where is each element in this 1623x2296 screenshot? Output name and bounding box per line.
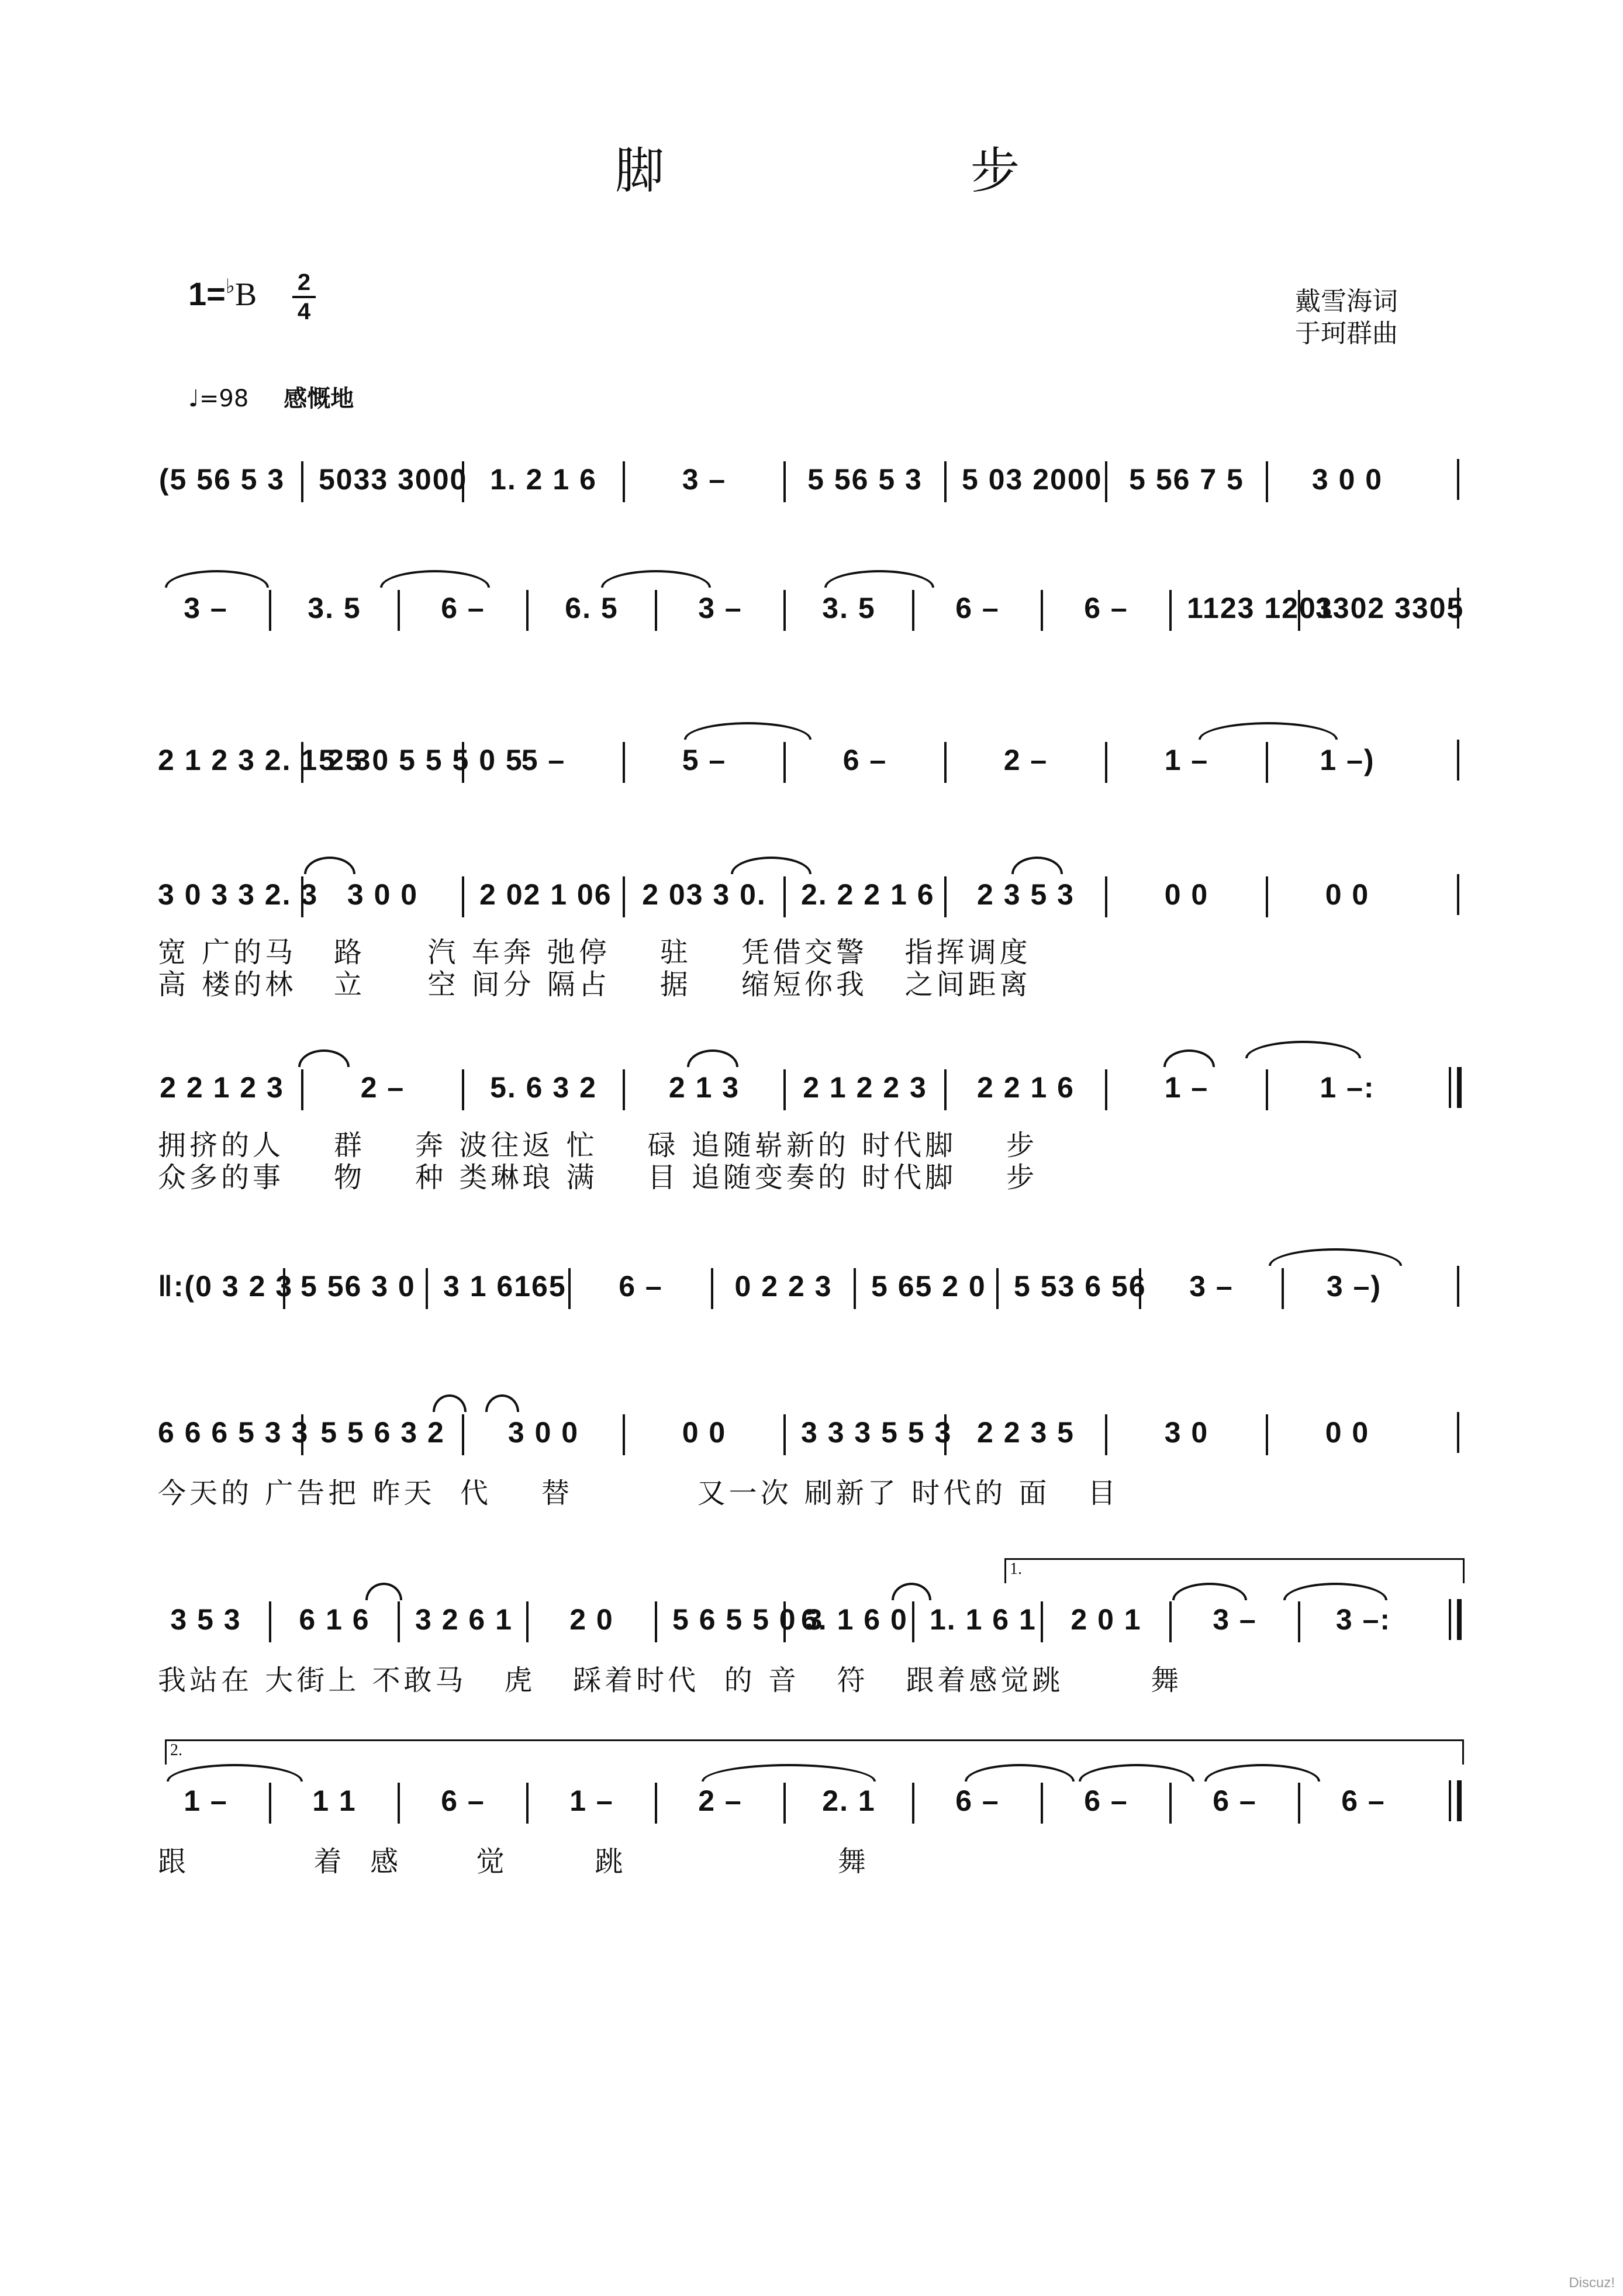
tie-arc bbox=[892, 1583, 931, 1600]
measure: 2 2 1 2 3 bbox=[160, 1071, 284, 1104]
time-signature bbox=[292, 270, 316, 324]
barline-final-thick bbox=[1457, 1780, 1462, 1821]
measure: 2 1 2 2 3 bbox=[803, 1071, 927, 1104]
notation-line bbox=[158, 1412, 1462, 1453]
notation-line bbox=[158, 1599, 1462, 1640]
second-ending-bracket bbox=[165, 1739, 1464, 1765]
barline bbox=[301, 876, 303, 917]
measure: 3 0 0 bbox=[1311, 463, 1383, 496]
notation-line bbox=[158, 874, 1462, 915]
measure: 5. 6 3 2 bbox=[490, 1071, 597, 1104]
system-2 bbox=[158, 588, 1465, 634]
measure: 6 – bbox=[1213, 1784, 1257, 1817]
measure: 5 56 3 0 bbox=[301, 1270, 416, 1303]
measure: 2 1 3 bbox=[668, 1071, 740, 1104]
measure: 2 – bbox=[360, 1071, 405, 1104]
measure: 1 – bbox=[184, 1784, 228, 1817]
barline bbox=[1298, 590, 1300, 631]
barline bbox=[1169, 1783, 1172, 1824]
notation-line bbox=[158, 1266, 1462, 1307]
tie-arc bbox=[702, 1764, 876, 1781]
measure: 1. 2 1 6 bbox=[490, 463, 597, 496]
measure: ‖:(0 3 2 3 bbox=[158, 1270, 293, 1303]
key-signature bbox=[188, 275, 257, 313]
barline bbox=[1139, 1268, 1141, 1309]
tie-arc bbox=[1079, 1764, 1194, 1781]
barline bbox=[269, 590, 271, 631]
measure: 3 1 6165 bbox=[443, 1270, 567, 1303]
barline bbox=[301, 461, 303, 502]
notation-line bbox=[158, 588, 1465, 629]
system-1 bbox=[158, 459, 1462, 506]
system-3 bbox=[158, 740, 1462, 786]
measure: 2 02 1 06 bbox=[479, 878, 612, 911]
barline bbox=[1105, 876, 1107, 917]
tie-arc bbox=[684, 722, 811, 740]
barline bbox=[398, 590, 400, 631]
barline bbox=[1266, 742, 1268, 783]
barline-end bbox=[1457, 1412, 1459, 1453]
system-8 bbox=[158, 1560, 1462, 1698]
barline bbox=[944, 876, 947, 917]
time-sig-top: 2 bbox=[297, 270, 311, 295]
barline-repeat-end-thick bbox=[1457, 1599, 1462, 1640]
barline bbox=[1041, 590, 1043, 631]
tie-arc bbox=[1204, 1764, 1320, 1781]
lyric-line: 我站在 大街上 不敢马 虎 踩着时代 的 音 符 跟着感觉跳 舞 bbox=[158, 1664, 1183, 1697]
barline-end bbox=[1457, 588, 1459, 629]
barline bbox=[398, 1601, 400, 1642]
expression-mark: 感慨地 bbox=[284, 385, 354, 412]
time-sig-divider bbox=[292, 296, 316, 298]
notation-line bbox=[158, 1067, 1462, 1108]
measure: 5 – bbox=[521, 744, 566, 776]
barline bbox=[526, 590, 529, 631]
barline bbox=[912, 590, 914, 631]
measure: 3 – bbox=[1189, 1270, 1234, 1303]
measure: 2 – bbox=[1003, 744, 1048, 776]
barline bbox=[783, 1601, 786, 1642]
composer: 于珂群曲 bbox=[1295, 319, 1398, 348]
barline bbox=[1041, 1601, 1043, 1642]
lyric-line: 跟 着 感 觉 跳 舞 bbox=[158, 1845, 869, 1878]
measure: 6 – bbox=[441, 1784, 485, 1817]
barline bbox=[655, 1783, 657, 1824]
barline bbox=[426, 1268, 428, 1309]
barline bbox=[1105, 1069, 1107, 1110]
barline bbox=[568, 1268, 571, 1309]
tie-arc bbox=[1163, 1049, 1215, 1067]
measure: 3 2 6 1 bbox=[415, 1603, 513, 1636]
measure: 1 –) bbox=[1320, 744, 1375, 776]
barline bbox=[623, 461, 625, 502]
measure: 2 0 bbox=[569, 1603, 614, 1636]
measure: 3. 5 bbox=[308, 592, 361, 624]
notation-line bbox=[158, 740, 1462, 781]
measure: 3 – bbox=[1213, 1603, 1257, 1636]
watermark: Discuz! bbox=[1569, 2275, 1615, 2291]
measure: 6 – bbox=[1084, 1784, 1128, 1817]
measure: 0 2 2 3 bbox=[734, 1270, 833, 1303]
barline-end bbox=[1457, 740, 1459, 781]
measure: 3 0 0 bbox=[347, 878, 419, 911]
tempo-mark bbox=[188, 380, 354, 413]
measure: 3 – bbox=[698, 592, 743, 624]
system-6 bbox=[158, 1266, 1462, 1313]
measure: 0 0 bbox=[1325, 1416, 1370, 1449]
measure: 5 65 2 0 bbox=[871, 1270, 986, 1303]
barline-end bbox=[1457, 874, 1459, 915]
barline bbox=[526, 1783, 529, 1824]
measure: 2 3 5 3 bbox=[977, 878, 1075, 911]
lyric-line: 今天的 广告把 昨天 代 替 又一次 刷新了 时代的 面 目 bbox=[158, 1477, 1120, 1510]
measure: 6 1 6 bbox=[299, 1603, 370, 1636]
measure: 5 03 2000 bbox=[962, 463, 1103, 496]
barline bbox=[398, 1783, 400, 1824]
tie-arc bbox=[1199, 722, 1338, 740]
volta-label-2: 2. bbox=[170, 1741, 182, 1759]
measure: 2 2 1 6 bbox=[977, 1071, 1075, 1104]
barline bbox=[462, 1069, 464, 1110]
tie-arc bbox=[365, 1583, 402, 1600]
barline bbox=[783, 1783, 786, 1824]
measure: 5 5 6 3 2 bbox=[320, 1416, 445, 1449]
measure: 3. 5 bbox=[822, 592, 876, 624]
measure: 3302 3305 bbox=[1315, 592, 1465, 624]
lyric-verse-2: 高 楼的林 立 空 间分 隔占 据 缩短你我 之间距离 bbox=[158, 968, 1031, 1001]
barline bbox=[1105, 1414, 1107, 1455]
barline bbox=[462, 461, 464, 502]
barline bbox=[783, 876, 786, 917]
barline bbox=[944, 461, 947, 502]
measure: 6 – bbox=[955, 1784, 1000, 1817]
measure: 3 –: bbox=[1335, 1603, 1391, 1636]
barline bbox=[1266, 461, 1268, 502]
barline bbox=[1105, 461, 1107, 502]
tempo-bpm: ♩=98 bbox=[188, 385, 249, 412]
tie-arc bbox=[167, 1764, 303, 1781]
measure: 5 6 5 5 0 3 bbox=[672, 1603, 824, 1636]
barline bbox=[462, 1414, 464, 1455]
measure: 5 5 0 5 5 5 0 5 bbox=[319, 744, 523, 776]
volta-label-1: 1. bbox=[1010, 1560, 1022, 1578]
tie-arc bbox=[380, 570, 490, 588]
barline bbox=[623, 1069, 625, 1110]
measure: 1. 1 6 1 bbox=[930, 1603, 1037, 1636]
tie-arc bbox=[965, 1764, 1075, 1781]
barline bbox=[1298, 1783, 1300, 1824]
notation-line bbox=[158, 459, 1462, 500]
tie-arc bbox=[731, 857, 811, 874]
tie-arc bbox=[1245, 1041, 1361, 1058]
tie-arc bbox=[433, 1394, 467, 1412]
barline bbox=[783, 1414, 786, 1455]
barline bbox=[301, 1414, 303, 1455]
barline bbox=[1266, 876, 1268, 917]
barline bbox=[944, 1069, 947, 1110]
measure: 1 1 bbox=[312, 1784, 357, 1817]
tie-arc bbox=[1172, 1583, 1247, 1600]
lyric-verse-1: 拥挤的人 群 奔 波往返 忙 碌 追随崭新的 时代脚 步 bbox=[158, 1129, 1038, 1162]
measure: 6. 5 bbox=[565, 592, 619, 624]
measure: 6 6 6 5 3 3 bbox=[158, 1416, 309, 1449]
measure: 3 0 bbox=[1164, 1416, 1209, 1449]
first-ending-bracket bbox=[1004, 1558, 1465, 1583]
credits bbox=[1295, 285, 1398, 350]
tie-arc bbox=[304, 857, 355, 874]
measure: 2. 1 bbox=[822, 1784, 876, 1817]
tie-arc bbox=[824, 570, 934, 588]
measure: 6 – bbox=[441, 592, 485, 624]
measure: 6 – bbox=[842, 744, 888, 776]
barline bbox=[283, 1268, 285, 1309]
lyricist: 戴雪海词 bbox=[1295, 286, 1398, 316]
system-4 bbox=[158, 874, 1462, 1009]
measure: 6 – bbox=[1341, 1784, 1386, 1817]
barline bbox=[1169, 590, 1172, 631]
system-9 bbox=[158, 1741, 1462, 1880]
barline bbox=[1298, 1601, 1300, 1642]
measure: 3 0 3 3 2. 3 bbox=[158, 878, 319, 911]
measure: 3 3 3 5 5 3 bbox=[801, 1416, 952, 1449]
tie-arc bbox=[1269, 1248, 1402, 1266]
barline bbox=[655, 1601, 657, 1642]
tie-arc bbox=[485, 1394, 519, 1412]
measure: 1 – bbox=[1164, 744, 1209, 776]
flat-sign: ♭ bbox=[225, 275, 235, 298]
barline bbox=[944, 742, 947, 783]
barline-final bbox=[1449, 1780, 1451, 1821]
measure: 3 – bbox=[682, 463, 727, 496]
barline bbox=[944, 1414, 947, 1455]
measure: 1 – bbox=[569, 1784, 614, 1817]
time-sig-bottom: 4 bbox=[297, 299, 311, 324]
barline bbox=[1105, 742, 1107, 783]
measure: 0 0 bbox=[682, 1416, 727, 1449]
barline bbox=[462, 742, 464, 783]
measure: 1123 1201 bbox=[1187, 592, 1334, 624]
barline-repeat-end bbox=[1449, 1067, 1451, 1108]
measure: 2. 2 2 1 6 bbox=[801, 878, 935, 911]
barline bbox=[783, 461, 786, 502]
barline bbox=[301, 1069, 303, 1110]
measure: 6. 1 6 0 bbox=[801, 1603, 908, 1636]
lyric-verse-1: 宽 广的马 路 汽 车奔 弛停 驻 凭借交警 指挥调度 bbox=[158, 936, 1031, 969]
barline bbox=[269, 1601, 271, 1642]
barline bbox=[1266, 1069, 1268, 1110]
barline bbox=[783, 742, 786, 783]
barline bbox=[783, 590, 786, 631]
barline bbox=[854, 1268, 856, 1309]
barline bbox=[623, 742, 625, 783]
barline bbox=[1282, 1268, 1284, 1309]
tie-arc bbox=[1283, 1583, 1387, 1600]
measure: 3 –) bbox=[1326, 1270, 1382, 1303]
measure: 6 – bbox=[619, 1270, 663, 1303]
key-prefix: 1= bbox=[188, 275, 226, 312]
barline-end bbox=[1457, 459, 1459, 500]
barline-repeat-end-thick bbox=[1457, 1067, 1462, 1108]
barline bbox=[912, 1601, 914, 1642]
measure: 6 – bbox=[1084, 592, 1128, 624]
measure: 2 2 3 5 bbox=[977, 1416, 1075, 1449]
measure: 2 0 1 bbox=[1071, 1603, 1142, 1636]
barline bbox=[623, 1414, 625, 1455]
barline bbox=[783, 1069, 786, 1110]
measure: 1 –: bbox=[1320, 1071, 1375, 1104]
barline bbox=[711, 1268, 713, 1309]
key-note: B bbox=[234, 277, 257, 313]
measure: 5 56 7 5 bbox=[1129, 463, 1244, 496]
measure: 1 – bbox=[1164, 1071, 1209, 1104]
barline bbox=[301, 742, 303, 783]
barline bbox=[996, 1268, 999, 1309]
measure: 2 03 3 0. bbox=[642, 878, 766, 911]
tie-arc bbox=[165, 570, 269, 588]
measure: 5033 3000 bbox=[319, 463, 468, 496]
system-7 bbox=[158, 1412, 1462, 1511]
measure: 3 – bbox=[184, 592, 228, 624]
system-5 bbox=[158, 1067, 1462, 1201]
tie-arc bbox=[601, 570, 711, 588]
barline bbox=[912, 1783, 914, 1824]
barline-end bbox=[1457, 1266, 1459, 1307]
barline bbox=[655, 590, 657, 631]
measure: (5 56 5 3 bbox=[158, 463, 285, 496]
measure: 2 – bbox=[698, 1784, 743, 1817]
measure: 3 5 3 bbox=[170, 1603, 241, 1636]
measure: 0 0 bbox=[1164, 878, 1209, 911]
measure: 5 – bbox=[682, 744, 727, 776]
measure: 5 53 6 56 bbox=[1014, 1270, 1147, 1303]
tie-arc bbox=[687, 1049, 738, 1067]
lyric-verse-2: 众多的事 物 种 类琳琅 满 目 追随变奏的 时代脚 步 bbox=[158, 1161, 1038, 1194]
tie-arc bbox=[298, 1049, 350, 1067]
title-char-left: 脚 bbox=[615, 142, 665, 199]
title-char-right: 步 bbox=[971, 142, 1020, 199]
measure: 2 1 2 3 2. 1 2 3 bbox=[158, 744, 372, 776]
barline bbox=[1169, 1601, 1172, 1642]
measure: 6 – bbox=[955, 592, 1000, 624]
measure: 3 0 0 bbox=[507, 1416, 579, 1449]
barline bbox=[1041, 1783, 1043, 1824]
barline bbox=[526, 1601, 529, 1642]
barline bbox=[623, 876, 625, 917]
barline bbox=[1266, 1414, 1268, 1455]
tie-arc bbox=[1011, 857, 1063, 874]
barline bbox=[269, 1783, 271, 1824]
song-title bbox=[0, 132, 1623, 199]
notation-line bbox=[158, 1780, 1462, 1821]
measure: 0 0 bbox=[1325, 878, 1370, 911]
barline bbox=[462, 876, 464, 917]
measure: 5 56 5 3 bbox=[807, 463, 923, 496]
barline-repeat-end bbox=[1449, 1599, 1451, 1640]
